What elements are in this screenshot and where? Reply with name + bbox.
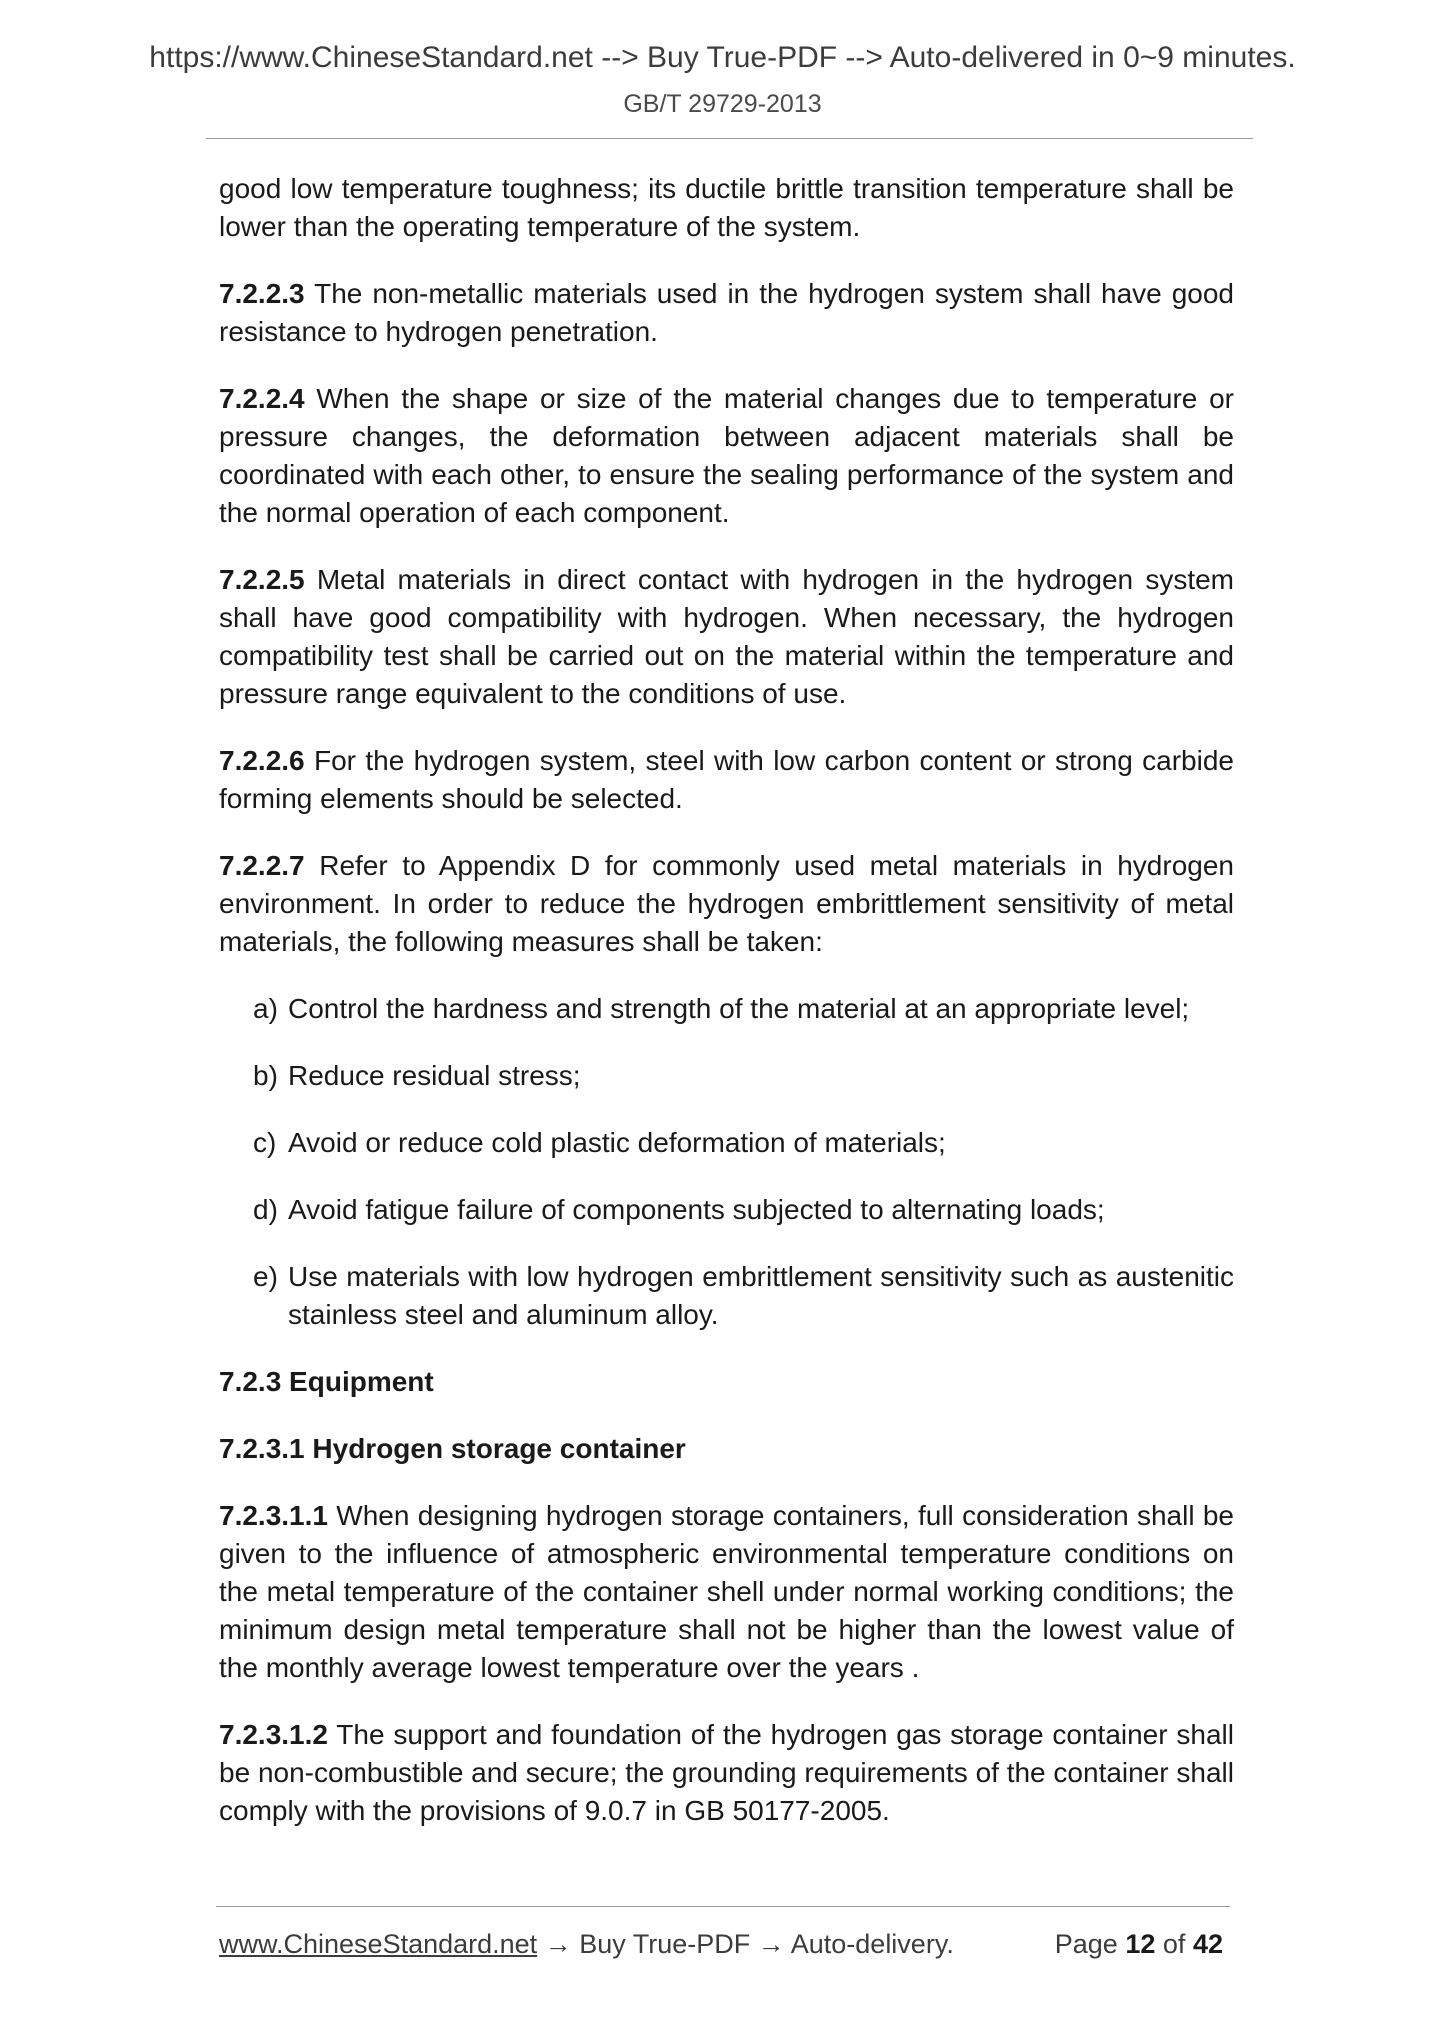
clause-7-2-2-5 bbox=[219, 561, 1234, 713]
list-item bbox=[253, 1258, 1234, 1334]
list-text: Use materials with low hydrogen embrittlement sensitivity such as austenitic stainless steel and aluminum alloy. bbox=[288, 1261, 1234, 1330]
clause-number: 7.2.3.1.1 bbox=[219, 1500, 328, 1531]
clause-text: The non-metallic materials used in the hydrogen system shall have good resistance to hydrogen penetration. bbox=[219, 278, 1234, 347]
page-total: 42 bbox=[1192, 1929, 1223, 1959]
list-text: Reduce residual stress; bbox=[288, 1060, 581, 1091]
footer-tagline: → Buy True-PDF → Auto-delivery. bbox=[537, 1929, 954, 1959]
footer-divider bbox=[216, 1906, 1230, 1907]
clause-number: 7.2.2.4 bbox=[219, 383, 305, 414]
clause-7-2-3-1-1 bbox=[219, 1497, 1234, 1687]
page-number: 12 bbox=[1125, 1929, 1156, 1959]
list-marker: c) bbox=[253, 1127, 277, 1158]
list-item bbox=[253, 1124, 1234, 1162]
section-heading-storage-container: 7.2.3.1 Hydrogen storage container bbox=[219, 1433, 686, 1464]
list-item bbox=[253, 1057, 1234, 1095]
list-marker: d) bbox=[253, 1194, 278, 1225]
list-text: Avoid fatigue failure of components subjected to alternating loads; bbox=[288, 1194, 1105, 1225]
page-content bbox=[219, 170, 1234, 1859]
clause-number: 7.2.2.5 bbox=[219, 564, 305, 595]
header-divider bbox=[206, 138, 1253, 139]
clause-number: 7.2.2.6 bbox=[219, 745, 305, 776]
site-link[interactable]: www.ChineseStandard.net bbox=[219, 1929, 538, 1959]
clause-7-2-2-6 bbox=[219, 742, 1234, 818]
header-banner: https://www.ChineseStandard.net --> Buy True-PDF --> Auto-delivered in 0~9 minutes. bbox=[149, 41, 1296, 74]
list-item bbox=[253, 990, 1234, 1028]
clause-7-2-3-1-2 bbox=[219, 1716, 1234, 1830]
clause-text: The support and foundation of the hydrogen gas storage container shall be non-combustible and secure; the grounding requirements of the container shall comply with the provisions of 9.0.7 in GB 50177-2005. bbox=[219, 1719, 1234, 1826]
continued-paragraph: good low temperature toughness; its ductile brittle transition temperature shall be lower than the operating temperature of the system. bbox=[219, 173, 1234, 242]
clause-7-2-2-4 bbox=[219, 380, 1234, 532]
clause-7-2-2-3 bbox=[219, 275, 1234, 351]
clause-number: 7.2.2.3 bbox=[219, 278, 305, 309]
clause-text: When the shape or size of the material changes due to temperature or pressure changes, the deformation between adjacent materials shall be coordinated with each other, to ensure the sealing performance of the system and the normal operation of each component. bbox=[219, 383, 1234, 528]
list-marker: a) bbox=[253, 993, 278, 1024]
standard-code: GB/T 29729-2013 bbox=[623, 90, 822, 118]
clause-text: Refer to Appendix D for commonly used metal materials in hydrogen environment. In order to reduce the hydrogen embrittlement sensitivity of metal materials, the following measures shall be taken: bbox=[219, 850, 1234, 957]
clause-text: When designing hydrogen storage containers, full consideration shall be given to the influence of atmospheric environmental temperature conditions on the metal temperature of the container shell under normal working conditions; the minimum design metal temperature shall not be higher than the lowest value of the monthly average lowest temperature over the years . bbox=[219, 1500, 1234, 1683]
list-marker: b) bbox=[253, 1060, 278, 1091]
clause-number: 7.2.3.1.2 bbox=[219, 1719, 328, 1750]
list-text: Control the hardness and strength of the material at an appropriate level; bbox=[288, 993, 1190, 1024]
list-marker: e) bbox=[253, 1261, 278, 1292]
clause-7-2-2-7 bbox=[219, 847, 1234, 961]
page-label: Page bbox=[1054, 1929, 1118, 1959]
clause-text: For the hydrogen system, steel with low carbon content or strong carbide forming elements should be selected. bbox=[219, 745, 1234, 814]
clause-text: Metal materials in direct contact with hydrogen in the hydrogen system shall have good compatibility with hydrogen. When necessary, the hydrogen compatibility test shall be carried out on the material within the temperature and pressure range equivalent to the conditions of use. bbox=[219, 564, 1234, 709]
footer-links bbox=[219, 1926, 954, 1962]
clause-number: 7.2.2.7 bbox=[219, 850, 305, 881]
of-label: of bbox=[1162, 1929, 1186, 1959]
list-item bbox=[253, 1191, 1234, 1229]
list-text: Avoid or reduce cold plastic deformation of materials; bbox=[288, 1127, 946, 1158]
page-indicator bbox=[1055, 1926, 1223, 1962]
section-heading-equipment: 7.2.3 Equipment bbox=[219, 1366, 434, 1397]
